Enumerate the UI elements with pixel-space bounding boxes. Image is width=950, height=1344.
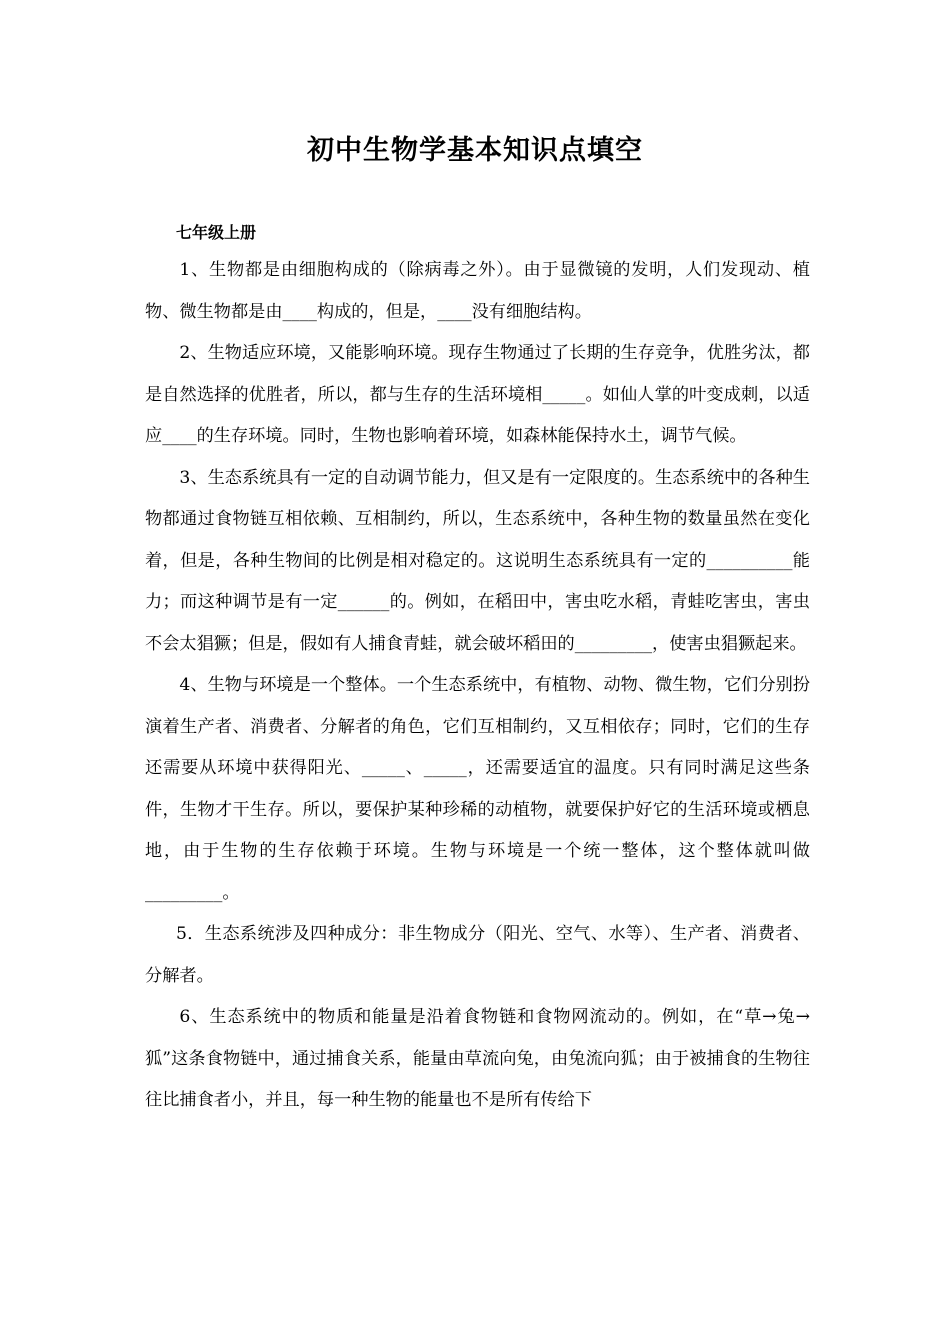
paragraph-3: 3、生态系统具有一定的自动调节能力，但又是有一定限度的。生态系统中的各种生物都通过食物链互相依赖、互相制约，所以，生态系统中，各种生物的数量虽然在变化着，但是，各种生物间的比例是相对稳定的。这说明生态系统具有一定的__________能力；而这种调节是有一定______的。例如，在稻田中，害虫吃水稻，青蛙吃害虫，害虫不会太猖獗；但是，假如有人捕食青蛙，就会破坏稻田的_________，使害虫猖獗起来。: [145, 467, 810, 654]
paragraph-5: 5．生态系统涉及四种成分：非生物成分（阳光、空气、水等）、生产者、消费者、分解者。: [145, 924, 810, 986]
paragraph-2: 2、生物适应环境，又能影响环境。现存生物通过了长期的生存竞争，优胜劣汰，都是自然选择的优胜者，所以，都与生存的生活环境相_____。如仙人掌的叶变成刺，以适应____的生存环境。同时，生物也影响着环境，如森林能保持水土，调节气候。: [145, 343, 810, 446]
document-title: 初中生物学基本知识点填空: [307, 135, 643, 166]
paragraph-6: 6、生态系统中的物质和能量是沿着食物链和食物网流动的。例如，在“草→兔→狐”这条食物链中，通过捕食关系，能量由草流向兔，由兔流向狐；由于被捕食的生物往往比捕食者小，并且，每一种生物的能量也不是所有传给下: [145, 1007, 810, 1110]
section-heading: 七年级上册: [176, 223, 257, 242]
paragraph-4: 4、生物与环境是一个整体。一个生态系统中，有植物、动物、微生物，它们分别扮演着生产者、消费者、分解者的角色，它们互相制约，又互相依存；同时，它们的生存还需要从环境中获得阳光、_____、_____，还需要适宜的温度。只有同时满足这些条件，生物才干生存。所以，要保护某种珍稀的动植物，就要保护好它的生活环境或栖息地，由于生物的生存依赖于环境。生物与环境是一个统一整体，这个整体就叫做_________。: [145, 675, 810, 903]
document-body: [145, 250, 810, 1122]
paragraph-1: 1、生物都是由细胞构成的（除病毒之外）。由于显微镜的发明，人们发现动、植物、微生物都是由____构成的，但是，____没有细胞结构。: [145, 260, 810, 322]
